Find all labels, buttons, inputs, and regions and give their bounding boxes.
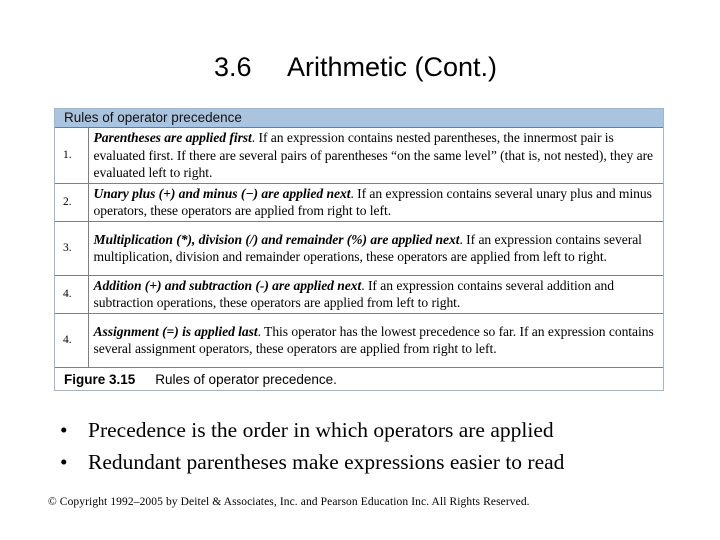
caption-label: Figure 3.15 [64, 372, 136, 387]
row-number: 2. [55, 183, 88, 221]
figure-caption [64, 372, 337, 387]
bullet-text: Redundant parentheses make expressions easier to read [88, 450, 565, 474]
row-description [88, 128, 663, 183]
row-description [88, 183, 663, 221]
row-number: 1. [55, 128, 88, 183]
rule-lead: Parentheses are applied first [93, 130, 252, 145]
row-number: 4. [55, 275, 88, 313]
table-row [55, 313, 663, 367]
rule-lead: Unary plus (+) and minus (−) are applied next [93, 185, 351, 201]
row-number: 3. [55, 221, 88, 275]
table-row [55, 275, 663, 313]
table-row [55, 128, 663, 183]
rule-body: . If an expression contains several unary plus and minus operators, these operators are applied from right to left. [93, 185, 652, 218]
rules-table [55, 128, 663, 368]
row-description [88, 221, 663, 275]
bullet-icon: • [60, 450, 68, 474]
bullet-list [60, 414, 564, 478]
table-row [55, 221, 663, 275]
bullet-text: Precedence is the order in which operators are applied [88, 418, 554, 442]
rule-body: . If an expression contains several multiplication, division and remainder operations, these operators are applied from left to right. [93, 231, 642, 264]
row-number: 4. [55, 313, 88, 367]
rule-body: . This operator has the lowest precedence so far. If an expression contains several assignment operators, these operators are applied from right to left. [93, 323, 654, 356]
rule-lead: Addition (+) and subtraction (-) are applied next [93, 277, 362, 293]
section-number: 3.6 [214, 52, 252, 82]
copyright-notice: © Copyright 1992–2005 by Deitel & Associates, Inc. and Pearson Education Inc. All Rights Reserved. [48, 496, 530, 508]
row-description [88, 313, 663, 367]
list-item [60, 446, 564, 478]
slide-heading: Arithmetic (Cont.) [287, 52, 498, 82]
figure-header: Rules of operator precedence [55, 109, 663, 128]
bullet-icon: • [60, 418, 68, 442]
rule-lead: Multiplication (*), division (/) and remainder (%) are applied next [93, 231, 460, 247]
rule-body: . If an expression contains nested parentheses, the innermost pair is evaluated first. If there are several pairs of parentheses “on the same level” (that is, not nested), they are evaluated left to right. [93, 130, 654, 180]
rule-lead: Assignment (=) is applied last [93, 323, 258, 339]
table-row [55, 183, 663, 221]
precedence-figure [54, 108, 664, 391]
caption-text: Rules of operator precedence. [155, 372, 337, 387]
row-description [88, 275, 663, 313]
rule-body: . If an expression contains several addition and subtraction operations, these operators are applied from left to right. [93, 277, 615, 310]
list-item [60, 414, 564, 446]
